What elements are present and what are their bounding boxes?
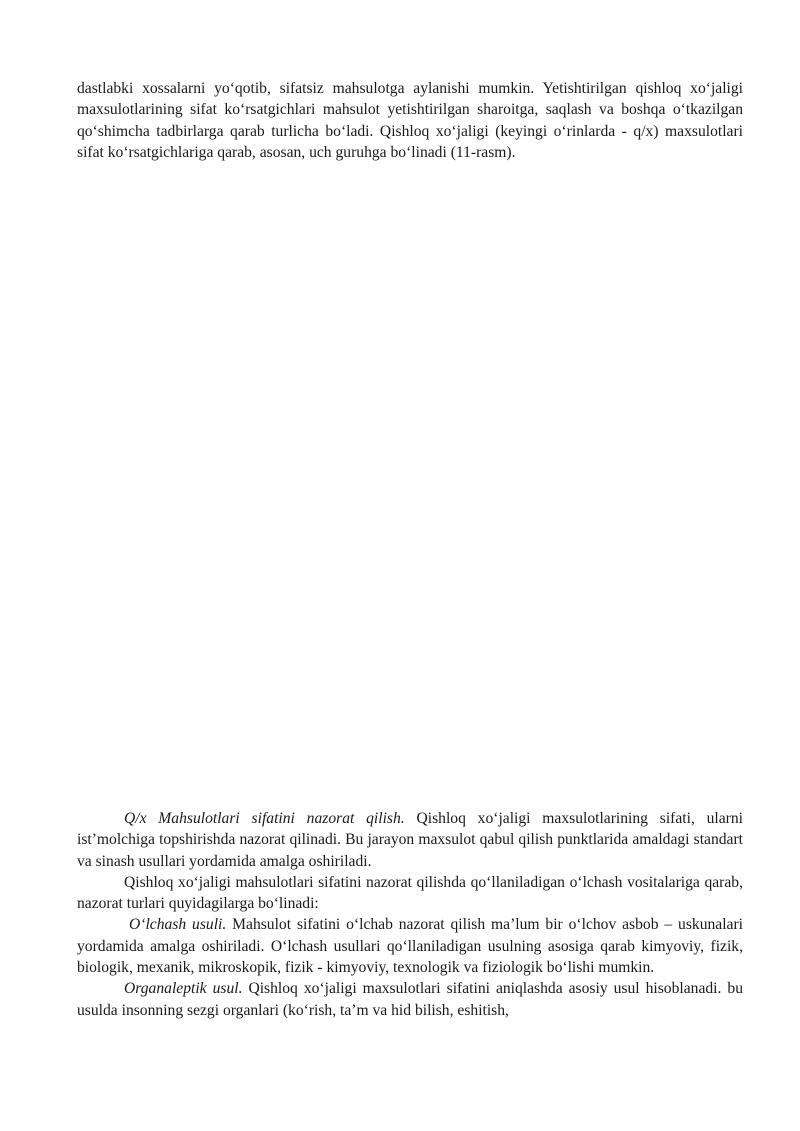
- paragraph-lead-measurement-method: O‘lchash usuli.: [129, 916, 227, 934]
- figure-placeholder-blank: [77, 200, 743, 790]
- top-text-block: [77, 78, 743, 163]
- paragraph-organoleptic-method: [77, 978, 743, 1021]
- paragraph-body-measurement-method: Mahsulot sifatini o‘lchab nazorat qilish ma’lum bir o‘lchov asbob – uskunalari yordamida amalga oshiriladi. O‘lchash usullari qo‘llaniladigan usulning asosiga qarab kimyoviy, fizik, biologik, mexanik, mikroskopik, fizik - kimyoviy, texnologik va fiziologik bo‘lishi mumkin.: [77, 916, 744, 977]
- paragraph-continuation: dastlabki xossalarni yo‘qotib, sifatsiz mahsulotga aylanishi mumkin. Yetishtirilgan qishloq xo‘jaligi maxsulotlarining sifat ko‘rsatgichlari mahsulot yetishtirilgan sharoitga, saqlash va boshqa o‘tkazilgan qo‘shimcha tadbirlarga qarab turlicha bo‘ladi. Qishloq xo‘jaligi (keyingi o‘rinlarda - q/x) maxsulotlari sifat ko‘rsatgichlariga qarab, asosan, uch guruhga bo‘linadi (11-rasm).: [77, 80, 743, 161]
- paragraph-body-quality-control: Qishloq xo‘jaligi maxsulotlarining sifati, ularni ist’molchiga topshirishda nazorat qilinadi. Bu jarayon maxsulot qabul qilish punktlarida amaldagi standart va sinash usullari yordamida amalga oshiriladi.: [77, 810, 744, 870]
- paragraph-lead-quality-control: Q/x Mahsulotlari sifatini nazorat qilish.: [124, 810, 405, 827]
- paragraph-body-control-types: Qishloq xo‘jaligi mahsulotlari sifatini nazorat qilishda qo‘llaniladigan o‘lchash vositalariga qarab, nazorat turlari quyidagilarga bo‘linadi:: [77, 873, 743, 913]
- paragraph-lead-organoleptic-method: Organaleptik usul.: [124, 980, 243, 998]
- paragraph-control-types: [77, 872, 743, 915]
- bottom-text-block: [77, 808, 743, 1021]
- paragraph-measurement-method: [77, 914, 743, 978]
- paragraph-body-organoleptic-method: Qishloq xo‘jaligi maxsulotlari sifatini aniqlashda asosiy usul hisoblanadi. bu usulda insonning sezgi organlari (ko‘rish, ta’m va hid bilish, eshitish,: [77, 980, 743, 1019]
- paragraph-quality-control: [77, 808, 743, 872]
